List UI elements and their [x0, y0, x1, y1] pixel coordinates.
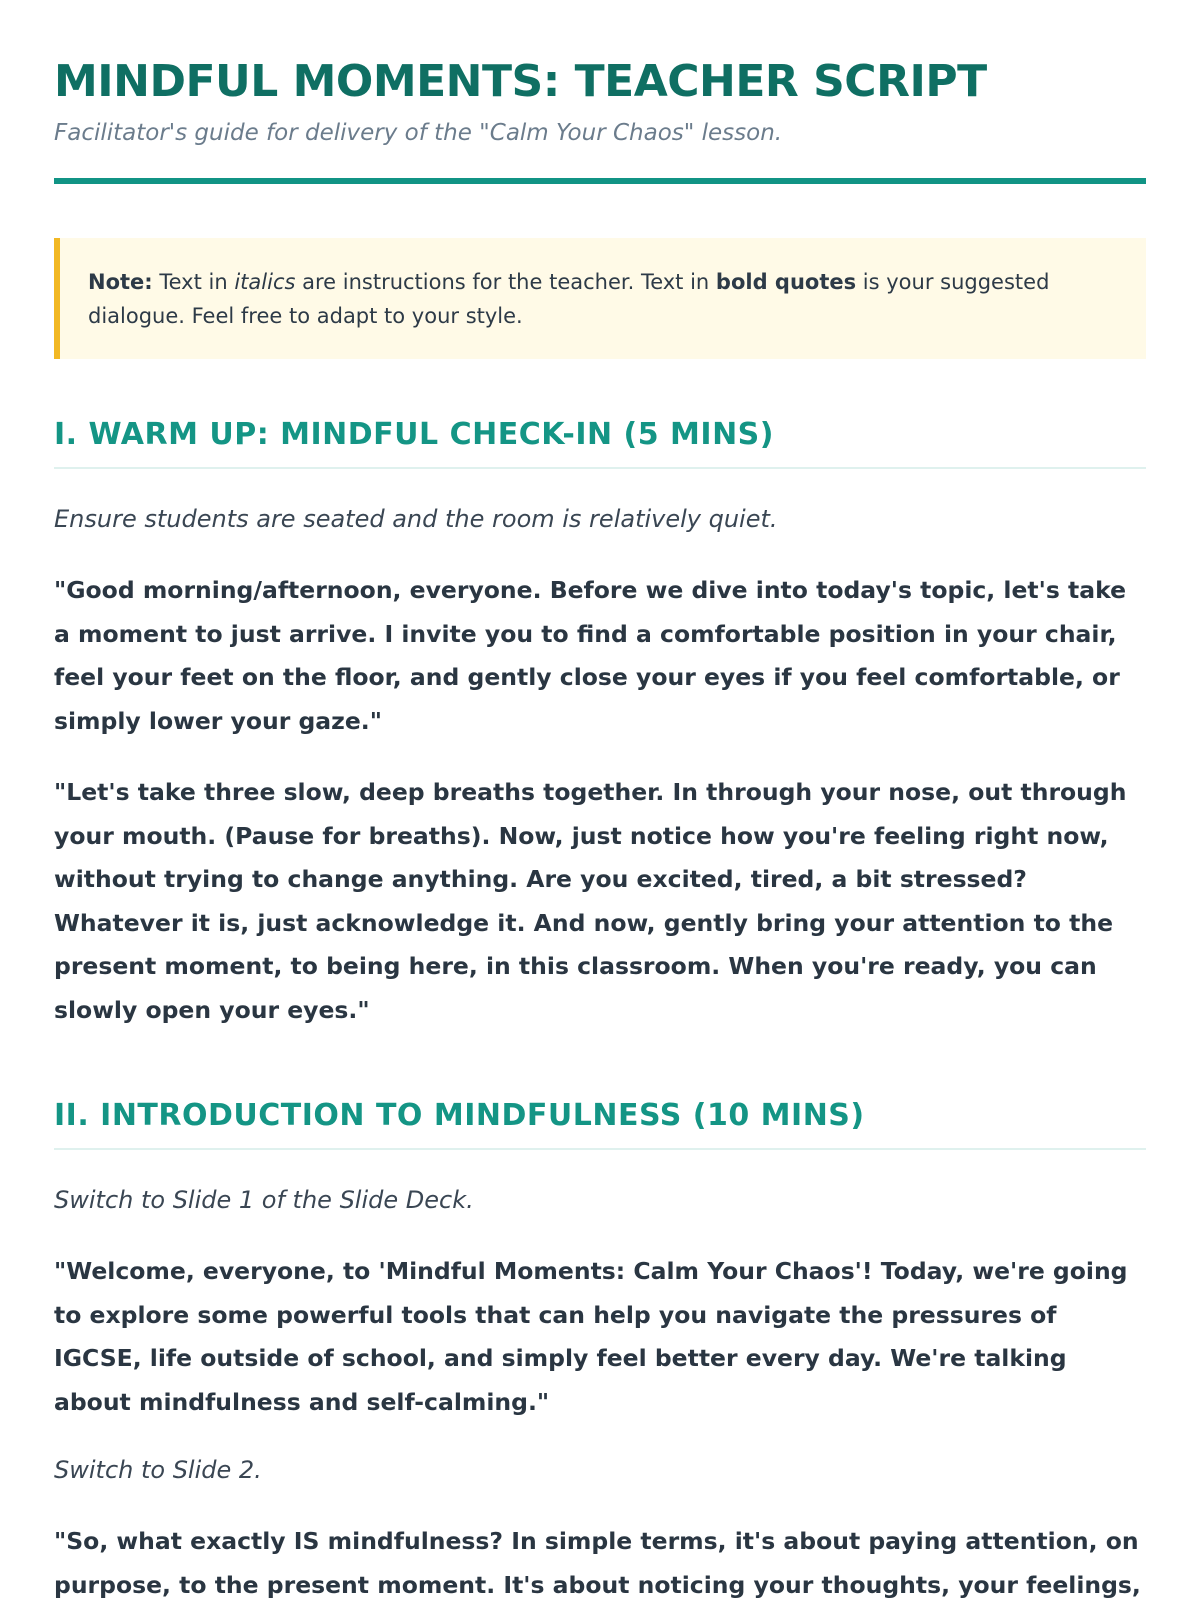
teacher-instruction: Switch to Slide 2.	[54, 1456, 262, 1484]
teacher-instruction: Ensure students are seated and the room is relatively quiet.	[54, 505, 778, 533]
suggested-dialogue: "Good morning/afternoon, everyone. Before we dive into today's topic, let's take a moment to just arrive. I invite you to find a comfortable position in your chair, feel your feet on the floor, and gently close your eyes if you feel comfortable, or simply lower your gaze."	[54, 576, 1127, 735]
note-bold-word: bold quotes	[715, 270, 857, 294]
note-callout	[54, 238, 1146, 359]
page-subtitle: Facilitator's guide for delivery of the "Calm Your Chaos" lesson.	[54, 120, 783, 146]
section-introduction	[54, 1096, 1146, 1600]
note-label: Note:	[88, 270, 153, 294]
teacher-instruction: Switch to Slide 1 of the Slide Deck.	[54, 1186, 474, 1214]
section-heading: I. WARM UP: MINDFUL CHECK-IN (5 MINS)	[54, 415, 1146, 469]
suggested-dialogue: "Let's take three slow, deep breaths together. In through your nose, out through your mouth. (Pause for breaths). Now, just notice how you're feeling right now, without trying to change anything. Are you excited, tired, a bit stressed? Whatever it is, just acknowledge it. And now, gently bring your attention to the present moment, to being here, in this classroom. When you're ready, you can slowly open your eyes."	[54, 778, 1127, 1024]
note-text-2: are instructions for the teacher. Text in	[295, 270, 716, 294]
page-title: MINDFUL MOMENTS: TEACHER SCRIPT	[54, 56, 987, 107]
suggested-dialogue: "Welcome, everyone, to 'Mindful Moments: Calm Your Chaos'! Today, we're going to explore some powerful tools that can help you navigate the pressures of IGCSE, life outside of school, and simply feel better every day. We're talking about mindfulness and self-calming."	[54, 1257, 1128, 1416]
note-text-1: Text in	[152, 270, 235, 294]
title-divider	[54, 178, 1146, 184]
section-heading: II. INTRODUCTION TO MINDFULNESS (10 MINS)	[54, 1096, 1146, 1150]
section-warm-up	[54, 415, 1146, 1032]
note-italic-word: italics	[234, 270, 296, 294]
suggested-dialogue: "So, what exactly IS mindfulness? In simple terms, it's about paying attention, on purpose, to the present moment. It's about noticing your thoughts, your feelings,	[54, 1527, 1141, 1599]
note-text-3: is your suggested dialogue. Feel free to adapt to your style.	[88, 270, 1050, 328]
